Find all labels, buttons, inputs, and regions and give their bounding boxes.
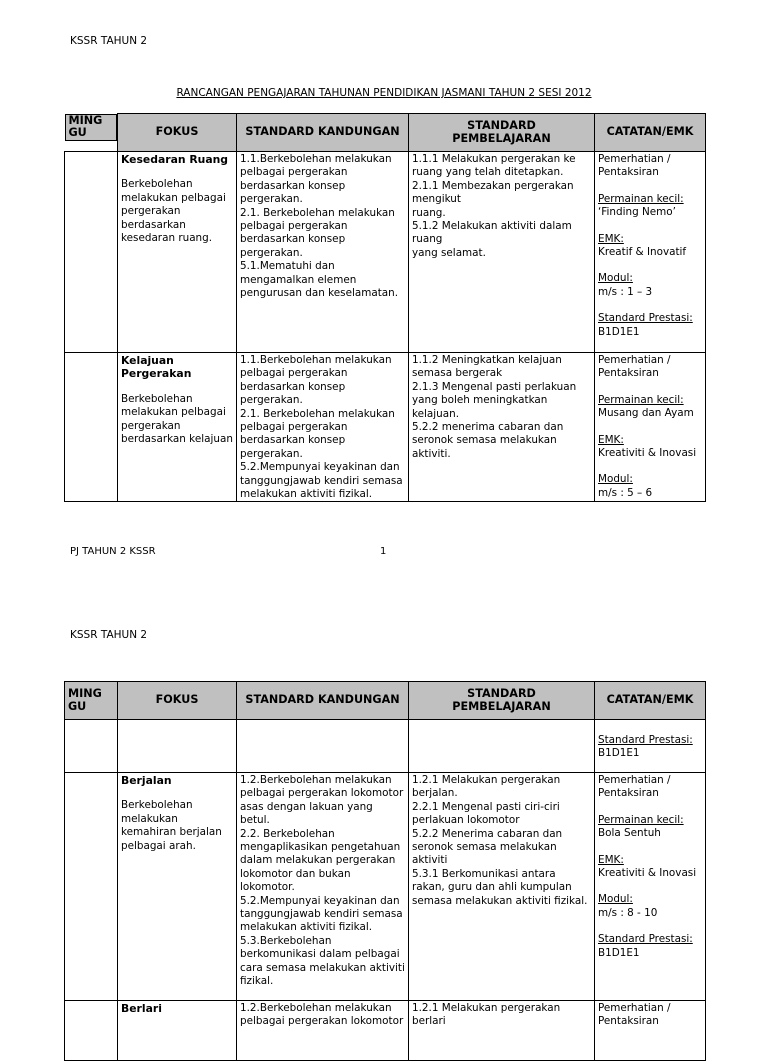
fokus-title: Kesedaran Ruang xyxy=(121,153,229,166)
catatan-value: Bola Sentuh xyxy=(598,827,661,840)
table-row xyxy=(65,773,706,1001)
catatan-heading: Permainan kecil: xyxy=(598,813,684,826)
catatan-cell xyxy=(595,720,706,773)
kandungan-text: 1.2.Berkebolehan melakukan pelbagai pergerakan lokomotor asas dengan lakuan yang betul. 2.2. Berkebolehan mengaplikasikan pengetahuan dalam melakukan pergerakan lokomotor dan bukan lokomotor. 5.2.Mempunyai keyakinan dan tanggungjawab kendiri semasa melakukan aktiviti fizikal. 5.3.Berkebolehan berkomunikasi dalam pelbagai cara semasa melakukan aktiviti fizikal. xyxy=(240,774,405,988)
fokus-description: Berkebolehan melakukan kemahiran berjalan pelbagai arah. xyxy=(121,799,222,852)
catatan-value: B1D1E1 xyxy=(598,946,640,959)
pembelajaran-cell xyxy=(409,773,595,1001)
pembelajaran-cell xyxy=(409,720,595,773)
catatan-heading: Standard Prestasi: xyxy=(598,933,693,946)
catatan-heading: Permainan kecil: xyxy=(598,192,684,205)
catatan-value: Musang dan Ayam xyxy=(598,407,694,420)
catatan-heading: Permainan kecil: xyxy=(598,393,684,406)
catatan-cell xyxy=(595,1001,706,1061)
col-header-pembelajaran: STANDARD PEMBELAJARAN xyxy=(409,682,595,720)
kandungan-cell xyxy=(237,353,409,502)
catatan-assessment: Pemerhatian / Pentaksiran xyxy=(598,774,671,800)
pembelajaran-text: 1.1.2 Meningkatkan kelajuan semasa bergerak 2.1.3 Mengenal pasti perlakuan yang boleh meningkatkan kelajuan. 5.2.2 menerima cabaran dan seronok semasa melakukan aktiviti. xyxy=(412,354,577,460)
pembelajaran-cell xyxy=(409,152,595,353)
pembelajaran-text: 1.2.1 Melakukan pergerakan berlari xyxy=(412,1002,561,1028)
catatan-heading: EMK: xyxy=(598,232,624,245)
kandungan-text: 1.2.Berkebolehan melakukan pelbagai pergerakan lokomotor xyxy=(240,1002,404,1028)
week-cell xyxy=(65,773,118,1001)
catatan-cell xyxy=(595,773,706,1001)
table-row xyxy=(65,720,706,773)
catatan-value: m/s : 5 – 6 xyxy=(598,486,653,499)
catatan-heading: EMK: xyxy=(598,433,624,446)
catatan-heading: Modul: xyxy=(598,473,633,486)
week-cell xyxy=(65,720,118,773)
page-number: 1 xyxy=(380,546,387,557)
week-cell xyxy=(65,152,118,353)
pembelajaran-text: 1.2.1 Melakukan pergerakan berjalan. 2.2.1 Mengenal pasti ciri-ciri perlakuan lokomotor 5.2.2 Menerima cabaran dan seronok semasa melakukan aktiviti 5.3.1 Berkomunikasi antara rakan, guru dan ahli kumpulan semasa melakukan aktiviti fizikal. xyxy=(412,774,588,907)
catatan-assessment: Pemerhatian / Pentaksiran xyxy=(598,354,671,380)
pembelajaran-cell xyxy=(409,1001,595,1061)
fokus-cell xyxy=(118,353,237,502)
fokus-description: Berkebolehan melakukan pelbagai pergerakan berdasarkan kesedaran ruang. xyxy=(121,178,226,245)
catatan-assessment: Pemerhatian / Pentaksiran xyxy=(598,153,671,179)
week-cell xyxy=(65,1001,118,1061)
page-header: KSSR TAHUN 2 xyxy=(70,629,148,641)
kandungan-text: 1.1.Berkebolehan melakukan pelbagai pergerakan berdasarkan konsep pergerakan. 2.1. Berkebolehan melakukan pelbagai pergerakan berdasarkan konsep pergerakan. 5.2.Mempunyai keyakinan dan tanggungjawab kendiri semasa melakukan aktiviti fizikal. xyxy=(240,354,403,501)
catatan-value: ‘Finding Nemo’ xyxy=(598,206,676,219)
col-header-fokus: FOKUS xyxy=(118,114,237,152)
table-header-row xyxy=(65,114,706,152)
table-header-row xyxy=(65,682,706,720)
catatan-heading: Standard Prestasi: xyxy=(598,734,693,746)
catatan-value: Kreativiti & Inovasi xyxy=(598,867,697,880)
week-cell xyxy=(65,353,118,502)
kandungan-cell xyxy=(237,720,409,773)
catatan-cell xyxy=(595,353,706,502)
table-row xyxy=(65,1001,706,1061)
catatan-heading: Standard Prestasi: xyxy=(598,312,693,325)
col-header-kandungan: STANDARD KANDUNGAN xyxy=(237,682,409,720)
catatan-value: Kreatif & Inovatif xyxy=(598,246,687,259)
plan-table-page-1 xyxy=(64,113,706,502)
catatan-heading: Modul: xyxy=(598,272,633,285)
document-title: RANCANGAN PENGAJARAN TAHUNAN PENDIDIKAN JASMANI TAHUN 2 SESI 2012 xyxy=(176,87,592,99)
fokus-title: Berlari xyxy=(121,1002,162,1015)
kandungan-cell xyxy=(237,773,409,1001)
catatan-value: B1D1E1 xyxy=(598,325,640,338)
fokus-cell xyxy=(118,720,237,773)
catatan-value: m/s : 1 – 3 xyxy=(598,285,653,298)
kandungan-cell xyxy=(237,1001,409,1061)
pembelajaran-cell xyxy=(409,353,595,502)
col-header-kandungan: STANDARD KANDUNGAN xyxy=(237,114,409,152)
col-header-fokus: FOKUS xyxy=(118,682,237,720)
fokus-title: Berjalan xyxy=(121,774,172,787)
catatan-value: Kreativiti & Inovasi xyxy=(598,447,697,460)
col-header-minggu: MING GU xyxy=(65,682,118,720)
catatan-assessment: Pemerhatian / Pentaksiran xyxy=(598,1002,671,1028)
pembelajaran-text: 1.1.1 Melakukan pergerakan ke ruang yang telah ditetapkan. 2.1.1 Membezakan pergerakan mengikut ruang. 5.1.2 Melakukan aktiviti dalam ruang yang selamat. xyxy=(412,153,576,259)
catatan-heading: Modul: xyxy=(598,893,633,906)
catatan-heading: EMK: xyxy=(598,853,624,866)
catatan-value: m/s : 8 - 10 xyxy=(598,906,658,919)
col-header-catatan: CATATAN/EMK xyxy=(595,682,706,720)
table-row xyxy=(65,152,706,353)
fokus-cell xyxy=(118,1001,237,1061)
kandungan-text: 1.1.Berkebolehan melakukan pelbagai pergerakan berdasarkan konsep pergerakan. 2.1. Berkebolehan melakukan pelbagai pergerakan berdasarkan konsep pergerakan. 5.1.Mematuhi dan mengamalkan elemen pengurusan dan keselamatan. xyxy=(240,153,399,300)
catatan-cell xyxy=(595,152,706,353)
fokus-title: Kelajuan Pergerakan xyxy=(121,354,192,381)
fokus-description: Berkebolehan melakukan pelbagai pergerakan berdasarkan kelajuan xyxy=(121,392,233,446)
page-footer: PJ TAHUN 2 KSSR xyxy=(70,546,156,557)
page-header: KSSR TAHUN 2 xyxy=(70,35,148,47)
fokus-cell xyxy=(118,152,237,353)
table-row xyxy=(65,353,706,502)
col-header-pembelajaran: STANDARD PEMBELAJARAN xyxy=(409,114,595,152)
col-header-minggu: MING GU xyxy=(65,114,118,141)
kandungan-cell xyxy=(237,152,409,353)
fokus-cell xyxy=(118,773,237,1001)
plan-table-page-2 xyxy=(64,681,706,1061)
col-header-catatan: CATATAN/EMK xyxy=(595,114,706,152)
catatan-value: B1D1E1 xyxy=(598,747,640,760)
